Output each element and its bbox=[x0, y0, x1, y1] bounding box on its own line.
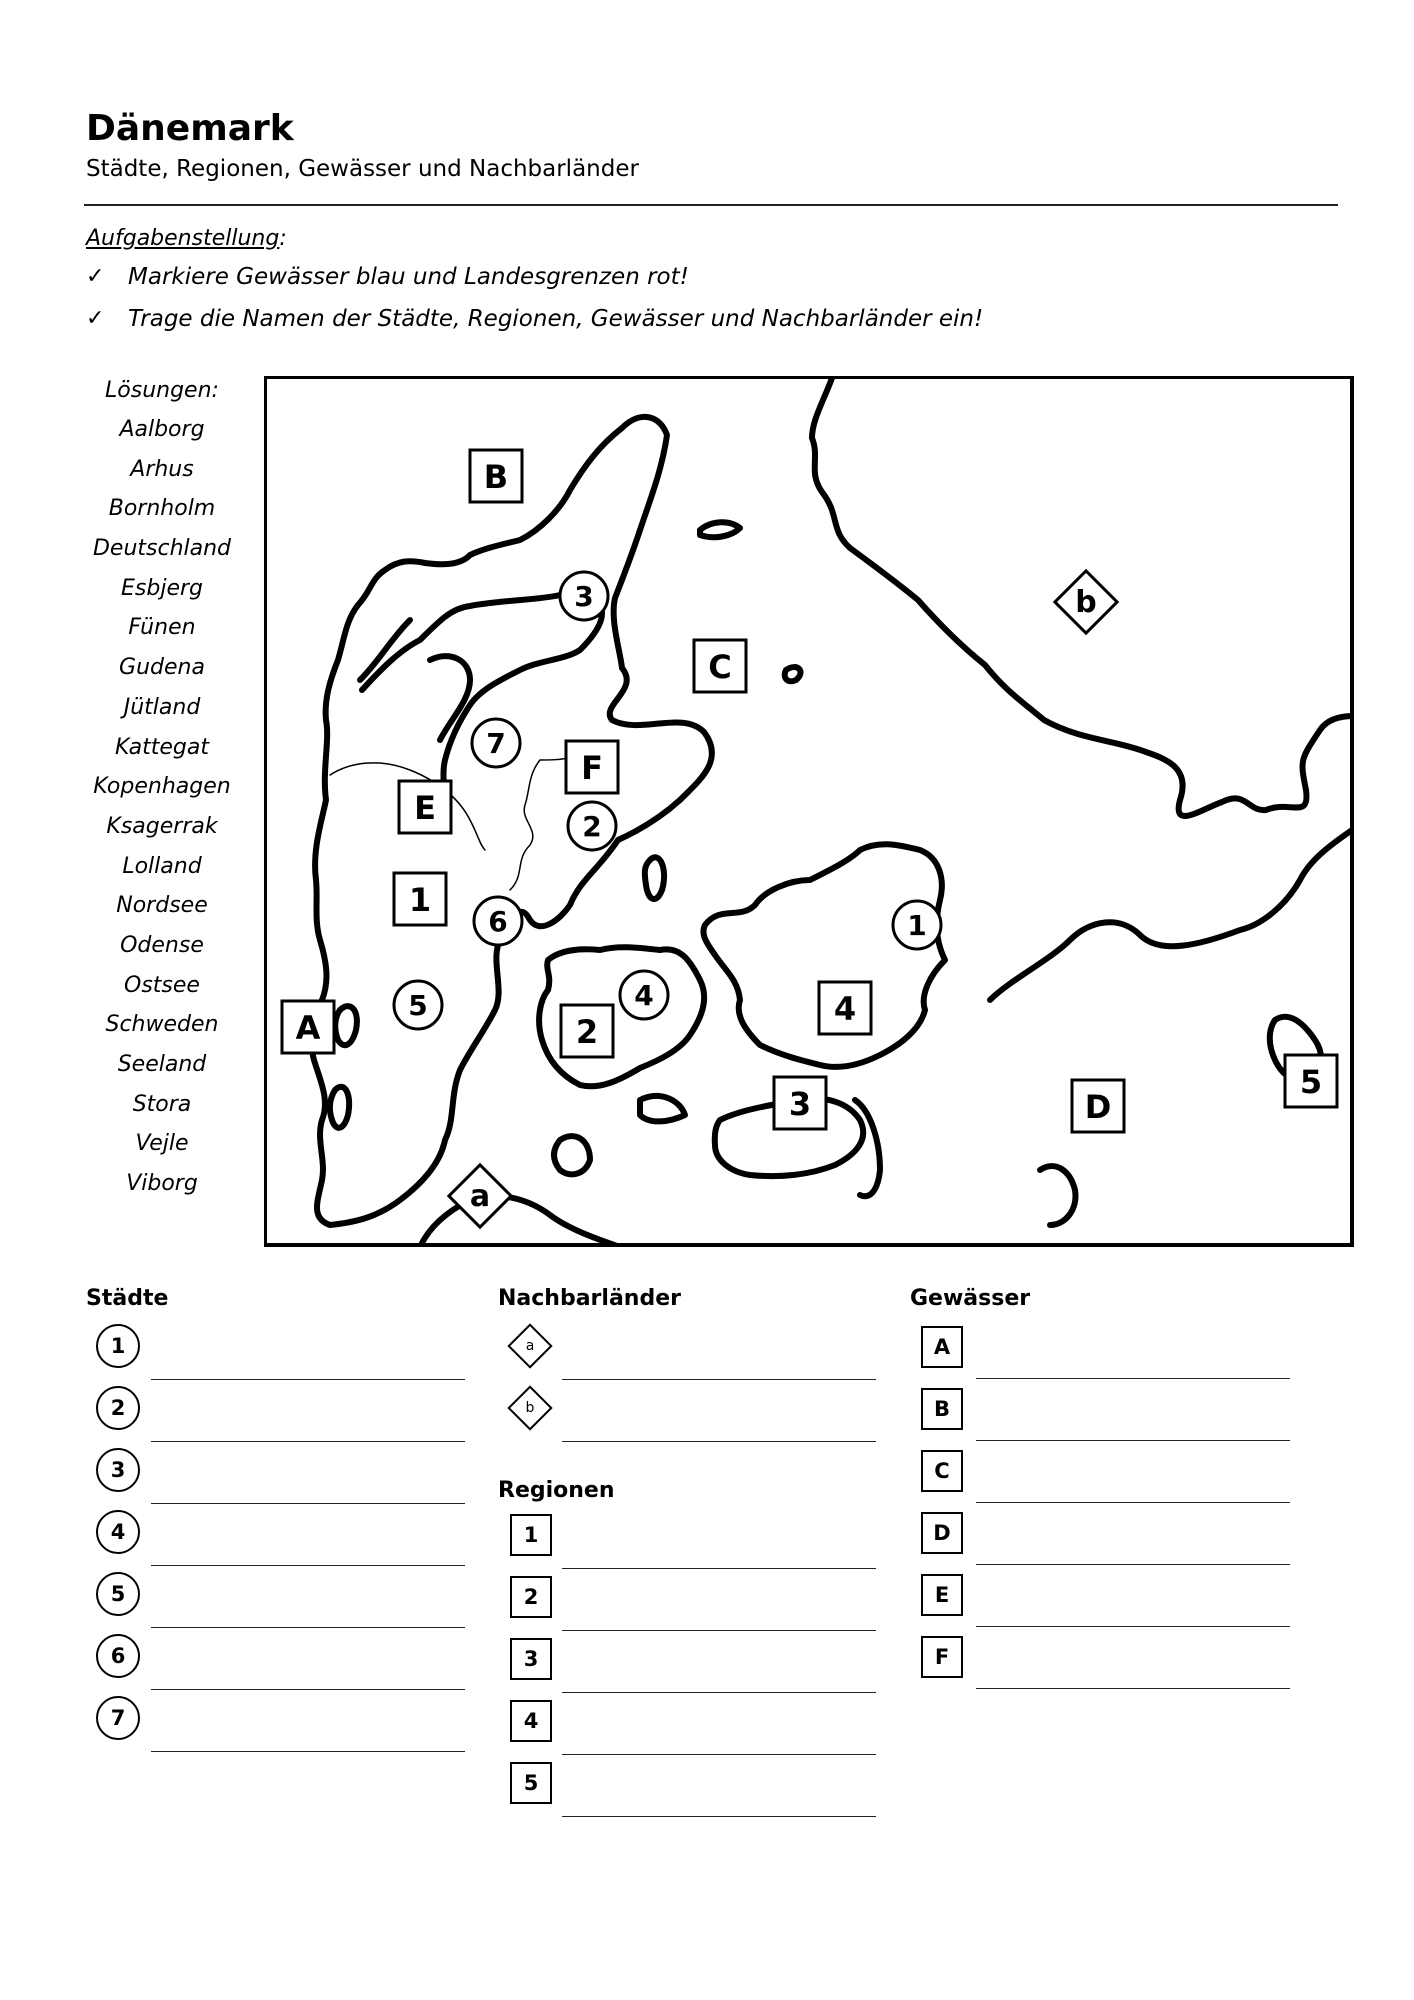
svg-text:5: 5 bbox=[408, 989, 428, 1022]
map-water-label bbox=[399, 781, 451, 833]
solution-item: Kopenhagen bbox=[93, 774, 231, 800]
city-number-circle: 7 bbox=[96, 1696, 140, 1740]
water-letter-square: B bbox=[921, 1388, 963, 1430]
svg-text:1: 1 bbox=[907, 909, 927, 942]
map-water-label bbox=[282, 1001, 334, 1053]
water-letter-square: D bbox=[921, 1512, 963, 1554]
map-city-label bbox=[893, 901, 941, 949]
water-letter-square: E bbox=[921, 1574, 963, 1616]
map-city-label bbox=[474, 897, 522, 945]
map-water-label bbox=[694, 640, 746, 692]
answer-line[interactable] bbox=[151, 1565, 465, 1566]
water-letter-square: A bbox=[921, 1326, 963, 1368]
solution-item: Esbjerg bbox=[121, 575, 203, 601]
south-island-3 bbox=[1040, 1166, 1075, 1225]
solution-item: Gudena bbox=[119, 655, 205, 681]
city-number-circle: 2 bbox=[96, 1386, 140, 1430]
solution-item: Lolland bbox=[122, 853, 202, 879]
checkmark-icon: ✓ bbox=[86, 306, 105, 331]
checkmark-icon: ✓ bbox=[86, 264, 105, 289]
map-water-label-text: C bbox=[708, 648, 732, 686]
map-region-labels bbox=[394, 873, 1337, 1129]
svg-text:2: 2 bbox=[575, 1013, 599, 1051]
solution-item: Kattegat bbox=[115, 734, 209, 760]
svg-text:3: 3 bbox=[788, 1085, 812, 1123]
answer-line[interactable] bbox=[562, 1692, 876, 1693]
solution-item: Ksagerrak bbox=[106, 813, 218, 839]
svg-text:4: 4 bbox=[634, 979, 654, 1012]
samso-island bbox=[645, 857, 664, 899]
solution-item: Ostsee bbox=[124, 972, 200, 998]
solution-item: Vejle bbox=[135, 1131, 189, 1157]
answer-line[interactable] bbox=[976, 1440, 1290, 1441]
task-item bbox=[86, 264, 689, 290]
page-subtitle: Städte, Regionen, Gewässer und Nachbarländer bbox=[86, 156, 639, 182]
city-number-circle: 5 bbox=[96, 1572, 140, 1616]
solution-item: Fünen bbox=[128, 615, 196, 641]
map-city-label bbox=[620, 971, 668, 1019]
jutland-outline bbox=[312, 417, 712, 1225]
map-city-label bbox=[394, 981, 442, 1029]
fanoe-island bbox=[330, 1087, 349, 1128]
svg-text:7: 7 bbox=[486, 727, 506, 760]
diamond-icon: a bbox=[514, 1330, 546, 1362]
map-city-label bbox=[560, 572, 608, 620]
city-number-circle: 4 bbox=[96, 1510, 140, 1554]
divider bbox=[84, 204, 1338, 206]
svg-text:5: 5 bbox=[1299, 1063, 1323, 1101]
germany-coast bbox=[420, 1196, 620, 1247]
small-island bbox=[785, 667, 801, 681]
answer-line[interactable] bbox=[151, 1689, 465, 1690]
map-city-label bbox=[472, 719, 520, 767]
map-water-label bbox=[470, 450, 522, 502]
task-text: Markiere Gewässer blau und Landesgrenzen rot! bbox=[128, 264, 689, 290]
map-region-label bbox=[774, 1077, 826, 1129]
answer-line[interactable] bbox=[976, 1564, 1290, 1565]
anholt-island bbox=[700, 522, 740, 537]
map-region-label bbox=[561, 1005, 613, 1057]
svg-text:a: a bbox=[469, 1179, 491, 1214]
city-number-circle: 1 bbox=[96, 1324, 140, 1368]
south-island-2 bbox=[554, 1136, 590, 1174]
solution-item: Deutschland bbox=[92, 536, 232, 562]
solution-item: Bornholm bbox=[108, 496, 216, 522]
svg-text:3: 3 bbox=[574, 580, 594, 613]
region-number-square: 4 bbox=[510, 1700, 552, 1742]
city-number-circle: 3 bbox=[96, 1448, 140, 1492]
task-text: Trage die Namen der Städte, Regionen, Gewässer und Nachbarländer ein! bbox=[128, 306, 984, 332]
answer-line[interactable] bbox=[562, 1568, 876, 1569]
solutions-list bbox=[84, 410, 240, 1204]
solution-item: Arhus bbox=[130, 456, 194, 482]
map-city-labels bbox=[394, 572, 941, 1029]
answer-line[interactable] bbox=[976, 1378, 1290, 1379]
map-water-label-text: B bbox=[483, 458, 509, 496]
answer-line[interactable] bbox=[976, 1626, 1290, 1627]
region-number-square: 1 bbox=[510, 1514, 552, 1556]
task-heading: Aufgabenstellung: bbox=[86, 226, 287, 251]
map-country-label bbox=[449, 1165, 511, 1227]
answer-line[interactable] bbox=[151, 1627, 465, 1628]
water-letter-square: F bbox=[921, 1636, 963, 1678]
city-number-circle: 6 bbox=[96, 1634, 140, 1678]
page-title: Dänemark bbox=[86, 108, 294, 149]
map-water-label-text: F bbox=[581, 749, 603, 787]
map-region-label bbox=[819, 982, 871, 1034]
answer-line[interactable] bbox=[562, 1441, 876, 1442]
answer-line[interactable] bbox=[151, 1441, 465, 1442]
region-number-square: 2 bbox=[510, 1576, 552, 1618]
svg-text:b: b bbox=[1075, 585, 1097, 620]
map-water-label bbox=[566, 741, 618, 793]
denmark-outline-map bbox=[264, 376, 1354, 1248]
solution-item: Nordsee bbox=[116, 893, 208, 919]
answer-line[interactable] bbox=[562, 1630, 876, 1631]
map-country-label bbox=[1055, 571, 1117, 633]
sweden-coast-south bbox=[990, 828, 1354, 1000]
svg-text:4: 4 bbox=[833, 990, 857, 1028]
region-number-square: 5 bbox=[510, 1762, 552, 1804]
water-letter-square: C bbox=[921, 1450, 963, 1492]
map-region-label bbox=[394, 873, 446, 925]
answer-line[interactable] bbox=[562, 1754, 876, 1755]
regions-title: Regionen bbox=[498, 1478, 615, 1503]
diamond-icon: b bbox=[514, 1392, 546, 1424]
map-water-label bbox=[1072, 1080, 1124, 1132]
solutions-heading: Lösungen: bbox=[105, 378, 219, 403]
answer-line[interactable] bbox=[151, 1751, 465, 1752]
map-water-labels bbox=[282, 450, 1124, 1132]
solution-item: Jütland bbox=[123, 694, 201, 720]
solution-item: Aalborg bbox=[119, 417, 205, 442]
solution-item: Odense bbox=[120, 932, 204, 958]
answer-line[interactable] bbox=[151, 1503, 465, 1504]
task-item bbox=[86, 306, 983, 332]
map-city-label bbox=[568, 802, 616, 850]
answer-line[interactable] bbox=[976, 1502, 1290, 1503]
map-water-label-text: D bbox=[1084, 1088, 1112, 1126]
solution-item: Seeland bbox=[117, 1052, 207, 1077]
waters-title: Gewässer bbox=[910, 1286, 1031, 1311]
answer-line[interactable] bbox=[562, 1816, 876, 1817]
solution-item: Stora bbox=[132, 1091, 192, 1117]
ribe-islands bbox=[335, 1006, 357, 1045]
map-water-label-text: E bbox=[414, 789, 436, 827]
map-region-label bbox=[1285, 1055, 1337, 1107]
answer-line[interactable] bbox=[151, 1379, 465, 1380]
region-number-square: 3 bbox=[510, 1638, 552, 1680]
limfjord-inner bbox=[360, 620, 470, 740]
svg-text:6: 6 bbox=[488, 905, 508, 938]
answer-line[interactable] bbox=[976, 1688, 1290, 1689]
cities-title: Städte bbox=[86, 1286, 169, 1311]
svg-text:2: 2 bbox=[582, 810, 602, 843]
south-island-1 bbox=[640, 1096, 685, 1121]
solution-item: Schweden bbox=[105, 1012, 219, 1038]
solution-item: Viborg bbox=[126, 1171, 198, 1197]
map-water-label-text: A bbox=[295, 1009, 321, 1047]
neighbors-title: Nachbarländer bbox=[498, 1286, 681, 1311]
answer-line[interactable] bbox=[562, 1379, 876, 1380]
svg-text:1: 1 bbox=[408, 881, 432, 919]
